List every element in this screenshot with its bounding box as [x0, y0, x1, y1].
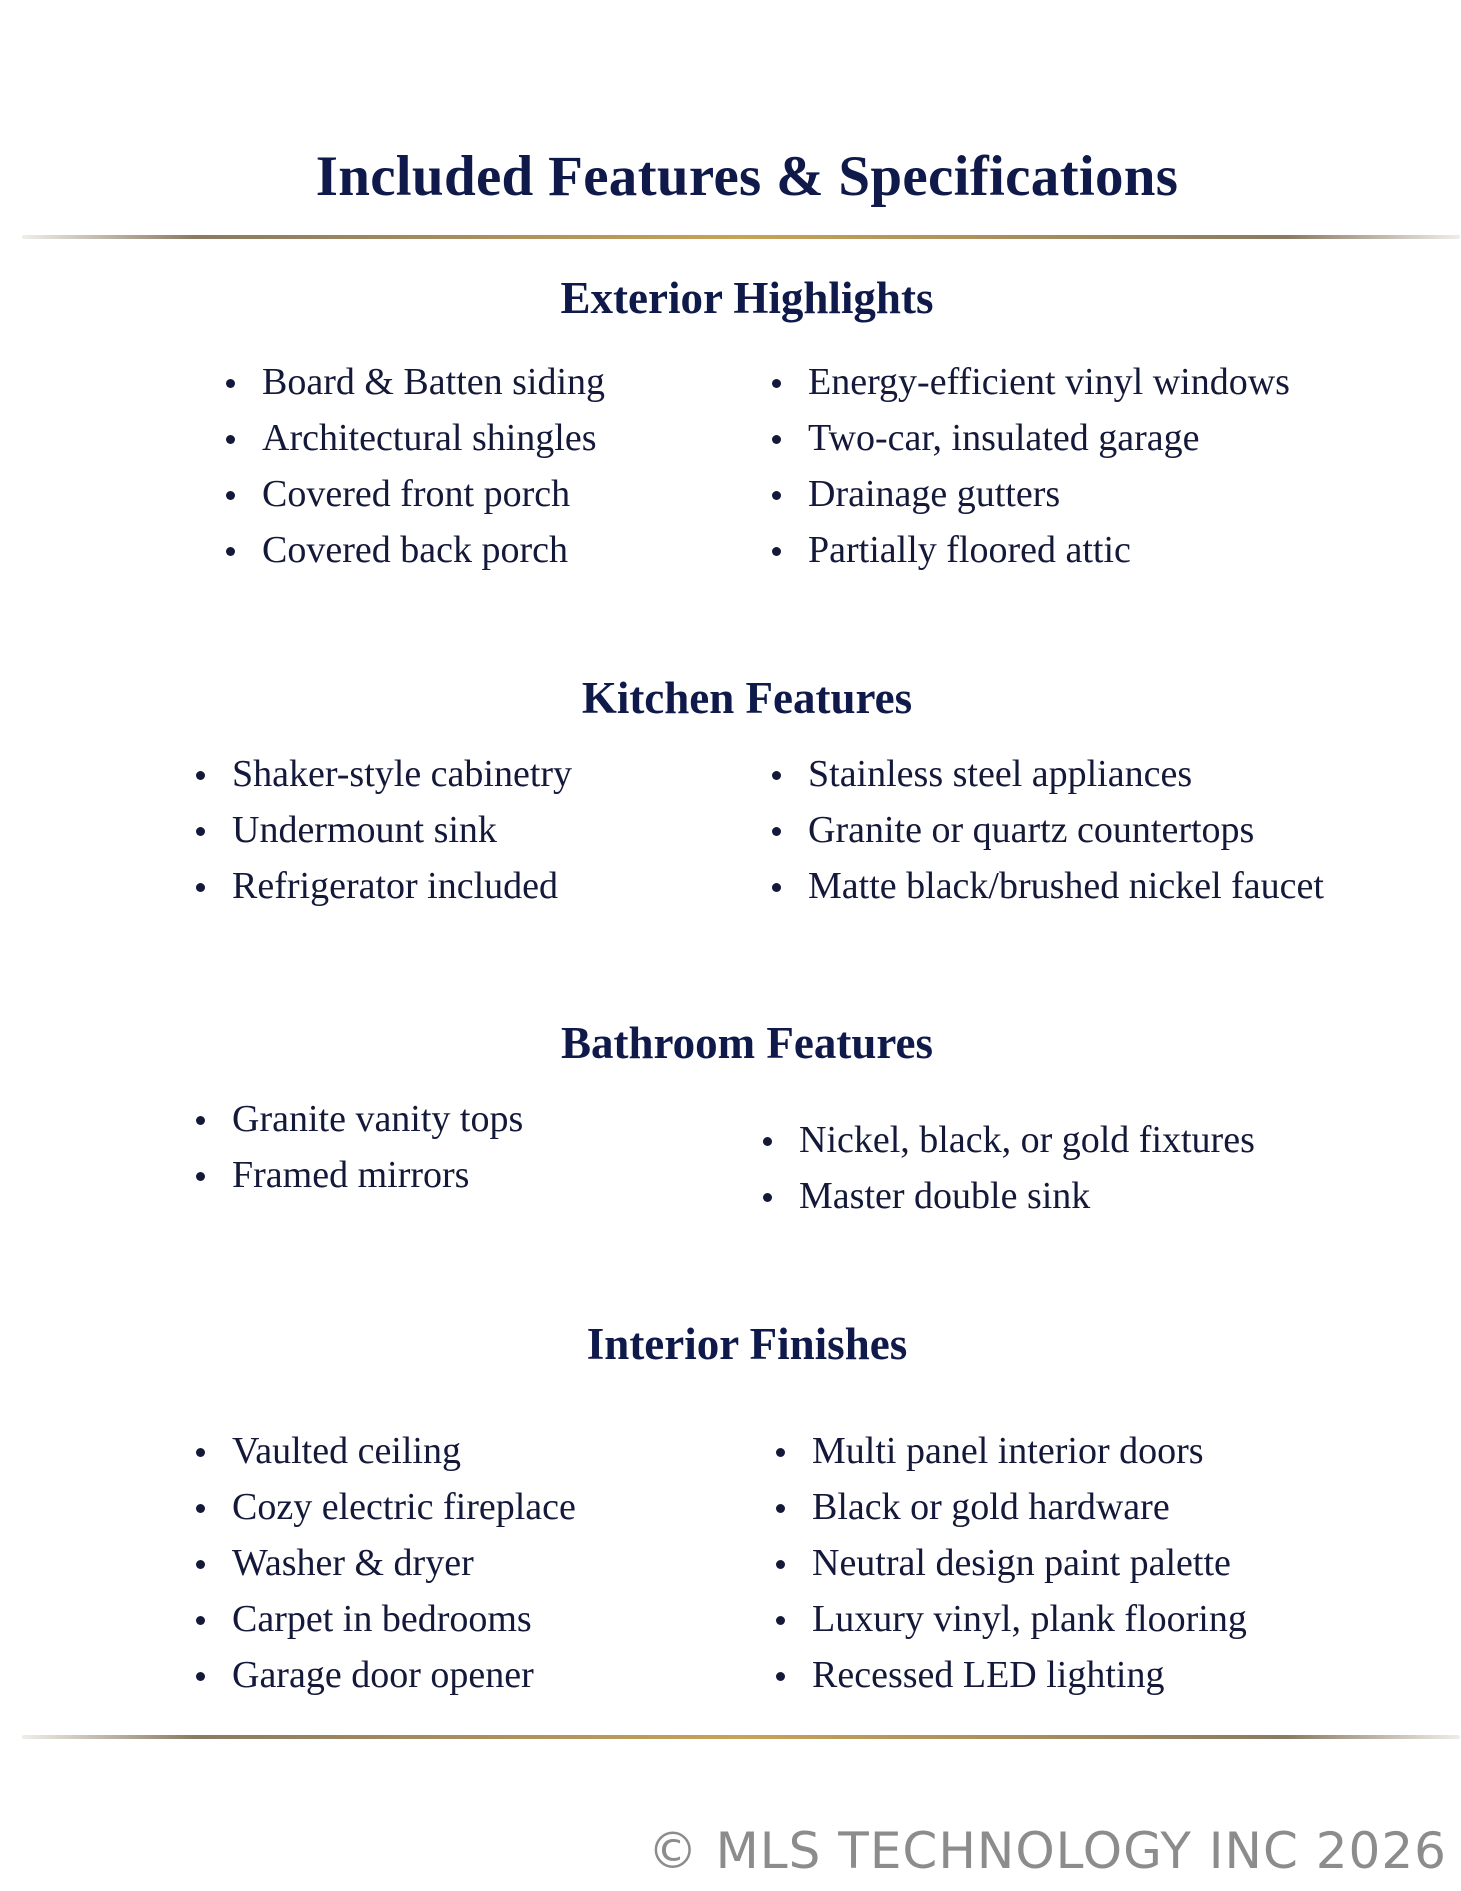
list-item: Carpet in bedrooms — [232, 1591, 576, 1647]
exterior-section-title: Exterior Highlights — [560, 273, 934, 323]
list-item: Neutral design paint palette — [812, 1535, 1247, 1591]
interior-list-right — [812, 1423, 1247, 1703]
interior-section-title: Interior Finishes — [586, 1319, 908, 1369]
copyright-watermark: © MLS TECHNOLOGY INC 2026 — [647, 1822, 1447, 1880]
list-item: Washer & dryer — [232, 1535, 576, 1591]
list-item: Stainless steel appliances — [808, 746, 1324, 802]
bathroom-list-right — [799, 1112, 1255, 1224]
list-item: Recessed LED lighting — [812, 1647, 1247, 1703]
list-item: Multi panel interior doors — [812, 1423, 1247, 1479]
top-divider — [22, 235, 1460, 239]
list-item: Vaulted ceiling — [232, 1423, 576, 1479]
bathroom-list-left — [232, 1091, 523, 1203]
list-item: Granite or quartz countertops — [808, 802, 1324, 858]
kitchen-list-right — [808, 746, 1324, 914]
list-item: Matte black/brushed nickel faucet — [808, 858, 1324, 914]
list-item: Shaker-style cabinetry — [232, 746, 572, 802]
bathroom-section-title: Bathroom Features — [560, 1018, 934, 1068]
list-item: Drainage gutters — [808, 466, 1290, 522]
interior-list-left — [232, 1423, 576, 1703]
list-item: Granite vanity tops — [232, 1091, 523, 1147]
list-item: Framed mirrors — [232, 1147, 523, 1203]
list-item: Two-car, insulated garage — [808, 410, 1290, 466]
exterior-list-right — [808, 354, 1290, 578]
list-item: Master double sink — [799, 1168, 1255, 1224]
list-item: Covered back porch — [262, 522, 605, 578]
kitchen-section-title: Kitchen Features — [581, 673, 913, 723]
list-item: Black or gold hardware — [812, 1479, 1247, 1535]
list-item: Architectural shingles — [262, 410, 605, 466]
list-item: Covered front porch — [262, 466, 605, 522]
list-item: Nickel, black, or gold fixtures — [799, 1112, 1255, 1168]
bottom-divider — [22, 1735, 1460, 1739]
list-item: Cozy electric fireplace — [232, 1479, 576, 1535]
list-item: Energy-efficient vinyl windows — [808, 354, 1290, 410]
exterior-list-left — [262, 354, 605, 578]
list-item: Undermount sink — [232, 802, 572, 858]
list-item: Luxury vinyl, plank flooring — [812, 1591, 1247, 1647]
list-item: Refrigerator included — [232, 858, 572, 914]
list-item: Partially floored attic — [808, 522, 1290, 578]
list-item: Board & Batten siding — [262, 354, 605, 410]
kitchen-list-left — [232, 746, 572, 914]
list-item: Garage door opener — [232, 1647, 576, 1703]
page-title: Included Features & Specifications — [315, 145, 1179, 208]
